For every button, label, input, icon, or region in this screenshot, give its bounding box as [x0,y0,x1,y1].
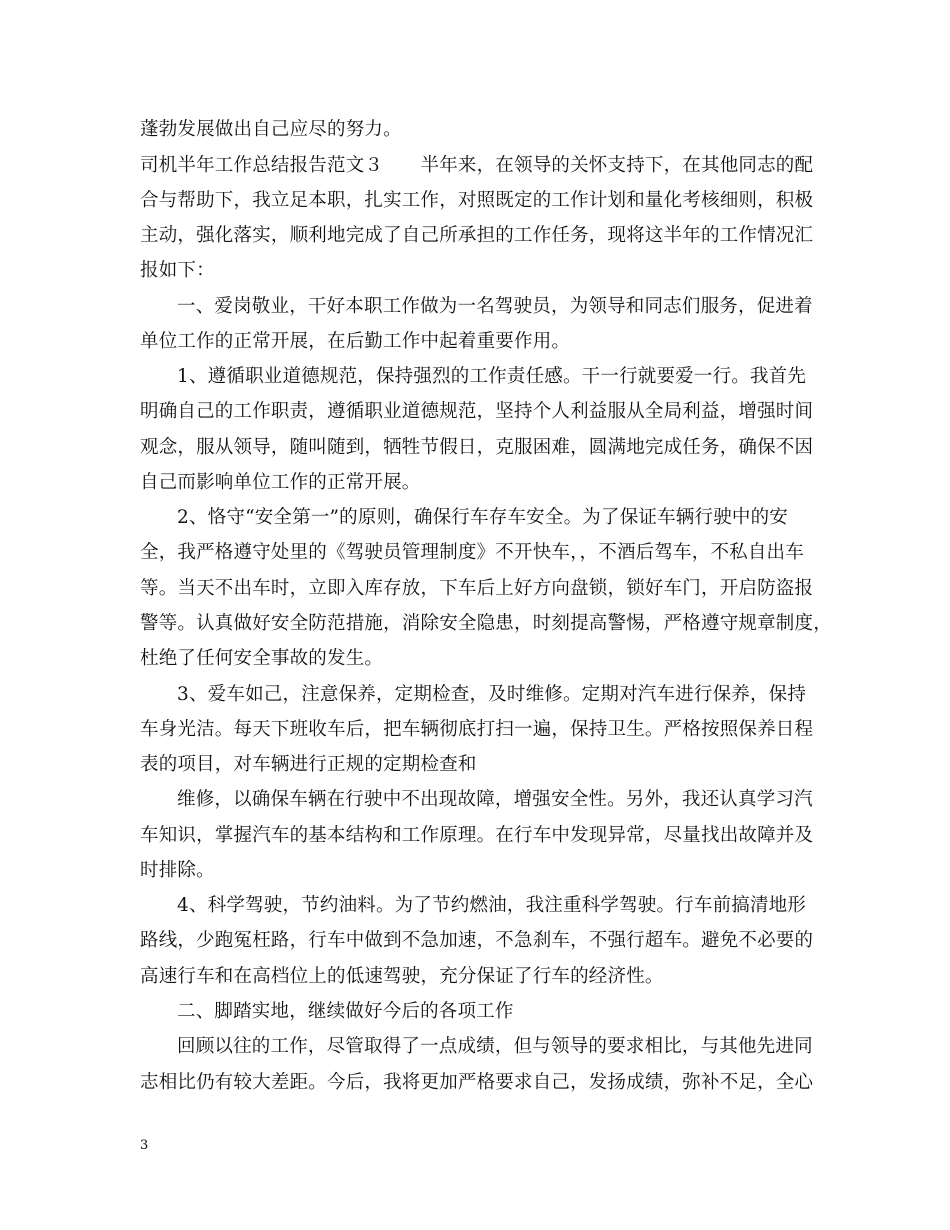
text-line: 志相比仍有较大差距。今后，我将更加严格要求自己，发扬成绩，弥补不足，全心 [140,1072,814,1093]
text-line: 高速行车和在高档位上的低速驾驶，充分保证了行车的经济性。 [140,966,664,987]
text-line: 观念，服从领导，随叫随到，牺牲节假日，克服困难，圆满地完成任务，确保不因 [140,437,814,458]
text-line: 车知识，掌握汽车的基本结构和工作原理。在行车中发现异常，尽量找出故障并及 [140,825,814,846]
text-line: 一、爱岗敬业，干好本职工作做为一名驾驶员，为领导和同志们服务，促进着 [177,296,813,317]
text-line: 路线，少跑冤枉路，行车中做到不急加速，不急刹车，不强行超车。避免不必要的 [140,930,814,951]
page-number: 3 [140,1138,149,1153]
text-line: 主动，强化落实，顺利地完成了自己所承担的工作任务，现将这半年的工作情况汇 [140,225,814,246]
text-line: 自己而影响单位工作的正常开展。 [140,472,421,493]
text-line: 表的项目，对车辆进行正规的定期检查和 [140,754,477,775]
text-line: 合与帮助下，我立足本职，扎实工作，对照既定的工作计划和量化考核细则，积极 [140,190,814,211]
text-line: 司机半年工作总结报告范文３ 半年来，在领导的关怀支持下，在其他同志的配 [140,155,814,176]
text-line: 4、科学驾驶，节约油料。为了节约燃油，我注重科学驾驶。行车前搞清地形 [177,895,807,916]
text-line: 全，我严格遵守处里的《驾驶员管理制度》不开快车，，不酒后驾车，不私自出车 [140,542,804,563]
text-line: 单位工作的正常开展，在后勤工作中起着重要作用。 [140,331,571,352]
text-line: 1、遵循职业道德规范，保持强烈的工作责任感。干一行就要爱一行。我首先 [177,366,807,387]
text-line: 车身光洁。每天下班收车后，把车辆彻底打扫一遍，保持卫生。严格按照保养日程 [140,719,814,740]
text-line: 维修，以确保车辆在行驶中不出现故障，增强安全性。另外，我还认真学习汽 [177,789,813,810]
text-line: 回顾以往的工作，尽管取得了一点成绩，但与领导的要求相比，与其他先进同 [177,1036,813,1057]
text-line: 警等。认真做好安全防范措施，消除安全隐患，时刻提高警惕，严格遵守规章制度， [140,613,832,634]
text-line: 二、脚踏实地，继续做好今后的各项工作 [177,1001,514,1022]
text-line: 等。当天不出车时，立即入库存放，下车后上好方向盘锁，锁好车门，开启防盗报 [140,578,814,599]
text-line: 2、恪守“安全第一”的原则，确保行车存车安全。为了保证车辆行驶中的安 [177,507,788,528]
text-line: 明确自己的工作职责，遵循职业道德规范，坚持个人利益服从全局利益，增强时间 [140,401,814,422]
text-line: 杜绝了任何安全事故的发生。 [140,648,384,669]
text-line: 报如下： [140,260,215,281]
text-line: 蓬勃发展做出自己应尽的努力。 [140,119,402,140]
text-line: 3、爱车如己，注意保养，定期检查，及时维修。定期对汽车进行保养，保持 [177,684,807,705]
text-line: 时排除。 [140,860,215,881]
